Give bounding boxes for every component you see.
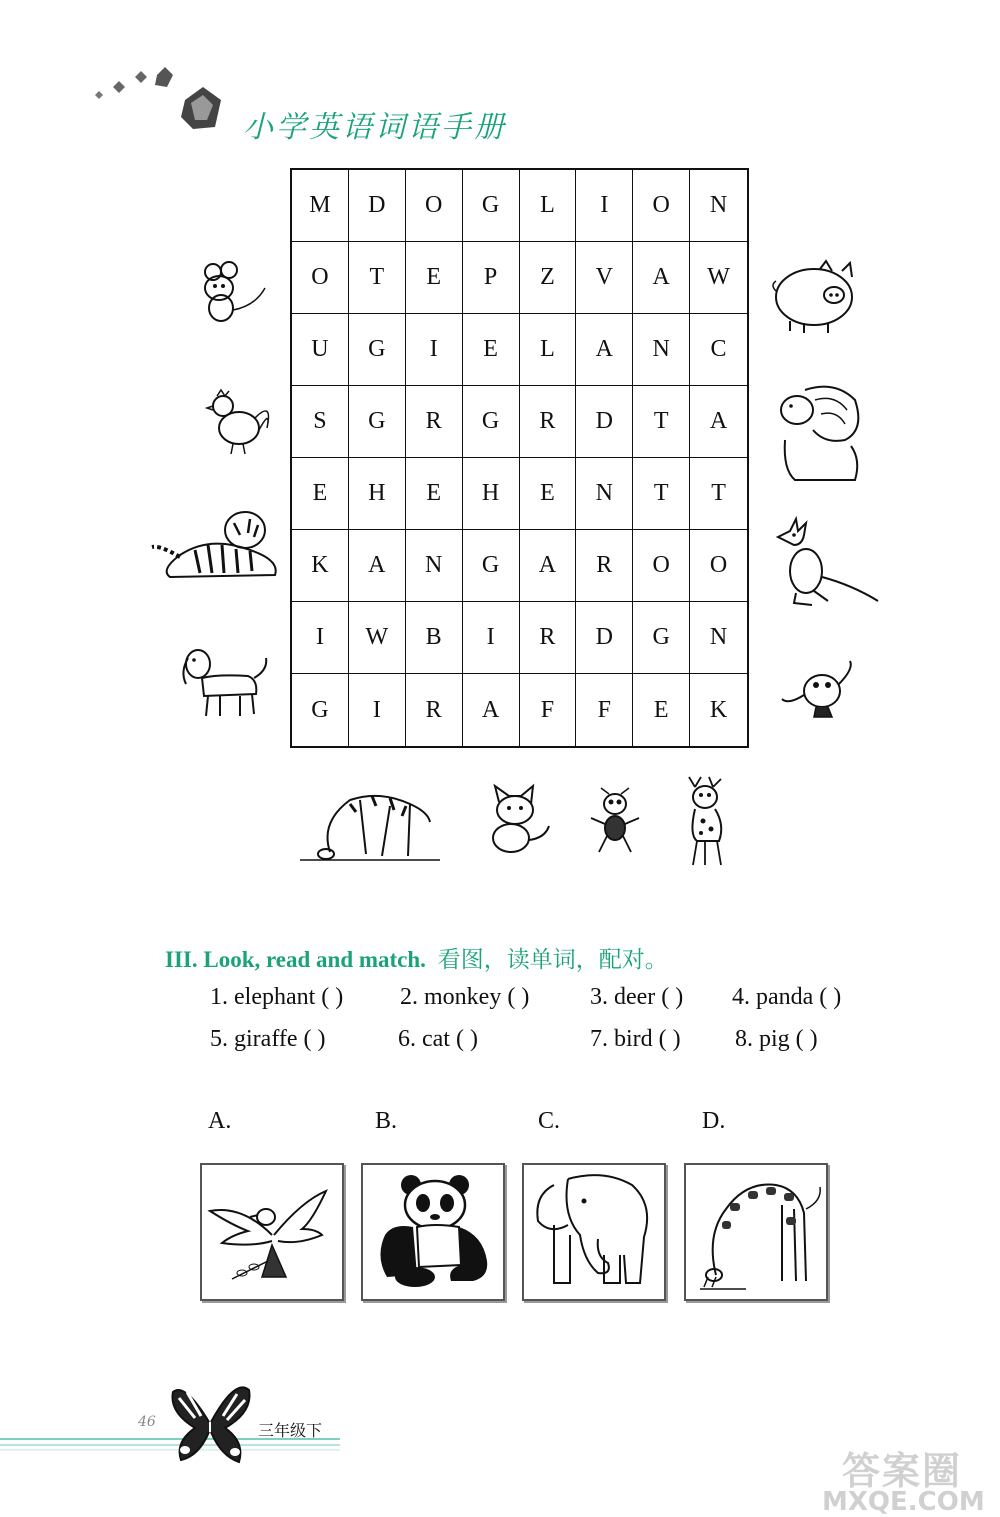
grid-cell: O — [690, 530, 747, 602]
grid-cell: A — [690, 386, 747, 458]
section-3-title — [165, 941, 668, 974]
grid-cell: G — [292, 674, 349, 746]
grid-cell: L — [520, 314, 577, 386]
grid-cell: R — [576, 530, 633, 602]
pig-icon — [770, 255, 865, 335]
rooster-icon — [205, 388, 280, 458]
match-item-4: 4. panda ( ) — [732, 984, 842, 1010]
grid-cell: D — [576, 386, 633, 458]
grid-cell: U — [292, 314, 349, 386]
lion-icon — [775, 380, 865, 485]
grid-cell: H — [463, 458, 520, 530]
grid-cell: A — [520, 530, 577, 602]
grid-cell: G — [349, 386, 406, 458]
grid-cell: G — [633, 602, 690, 674]
grid-cell: A — [463, 674, 520, 746]
grid-cell: N — [406, 530, 463, 602]
kangaroo-icon — [772, 515, 882, 610]
grid-cell: A — [633, 242, 690, 314]
grid-cell: W — [690, 242, 747, 314]
watermark-logo: 答案圈 — [842, 1449, 963, 1493]
grid-cell: K — [292, 530, 349, 602]
option-b-panda-picture — [361, 1163, 505, 1301]
grid-cell: T — [633, 458, 690, 530]
grid-cell: V — [576, 242, 633, 314]
section-title-en: Look, read and match. — [203, 947, 426, 972]
grid-cell: N — [633, 314, 690, 386]
section-number: III. — [165, 947, 198, 972]
match-item-5: 5. giraffe ( ) — [210, 1026, 326, 1052]
match-item-8: 8. pig ( ) — [735, 1026, 818, 1052]
match-item-3: 3. deer ( ) — [590, 984, 684, 1010]
grid-cell: D — [349, 170, 406, 242]
option-d-giraffe-picture — [684, 1163, 828, 1301]
page-title: 小学英语词语手册 — [243, 110, 507, 145]
panda-icon — [363, 1165, 503, 1299]
grid-cell: H — [349, 458, 406, 530]
word-search-grid — [290, 168, 749, 748]
option-label-b: B. — [375, 1108, 398, 1134]
option-label-c: C. — [538, 1108, 561, 1134]
grid-cell: E — [463, 314, 520, 386]
grid-cell: G — [463, 386, 520, 458]
tiger-icon — [150, 505, 285, 585]
grid-cell: O — [633, 530, 690, 602]
grid-cell: E — [406, 458, 463, 530]
grid-cell: F — [576, 674, 633, 746]
section-title-cn: 看图，读单词，配对。 — [437, 947, 668, 973]
match-item-7: 7. bird ( ) — [590, 1026, 681, 1052]
grid-cell: E — [633, 674, 690, 746]
grid-cell: I — [349, 674, 406, 746]
small-bird-icon — [778, 655, 866, 725]
page-number: 46 — [138, 1414, 156, 1430]
ant-icon — [585, 788, 645, 858]
deer-icon — [675, 775, 740, 870]
dove-icon — [202, 1165, 342, 1299]
option-a-bird-picture — [200, 1163, 344, 1301]
grade-label: 三年级下 — [258, 1421, 323, 1440]
grid-cell: F — [520, 674, 577, 746]
option-label-d: D. — [702, 1108, 726, 1134]
match-item-2: 2. monkey ( ) — [400, 984, 530, 1010]
stars-decoration — [85, 65, 235, 145]
grid-cell: T — [633, 386, 690, 458]
cat-icon — [475, 782, 555, 857]
grid-cell: I — [292, 602, 349, 674]
grid-cell: G — [463, 170, 520, 242]
grid-cell: K — [709, 696, 728, 723]
grid-cell: O — [406, 170, 463, 242]
grid-cell: B — [406, 602, 463, 674]
option-c-elephant-picture — [522, 1163, 666, 1301]
giraffe-spotted-icon — [686, 1165, 826, 1299]
grid-cell: A — [349, 530, 406, 602]
grid-cell: D — [576, 602, 633, 674]
butterfly-icon — [165, 1372, 255, 1467]
dog-icon — [178, 640, 273, 725]
grid-cell: Z — [520, 242, 577, 314]
grid-cell: O — [292, 242, 349, 314]
grid-cell: R — [520, 602, 577, 674]
grid-cell: R — [406, 674, 463, 746]
grid-cell: G — [463, 530, 520, 602]
mouse-icon — [195, 258, 275, 328]
grid-cell: I — [463, 602, 520, 674]
grid-cell: I — [406, 314, 463, 386]
grid-cell: W — [349, 602, 406, 674]
watermark-url: MXQE.COM — [822, 1487, 985, 1517]
grid-cell: N — [576, 458, 633, 530]
match-item-6: 6. cat ( ) — [398, 1026, 478, 1052]
grid-cell: T — [690, 458, 747, 530]
giraffe-icon — [290, 782, 440, 862]
grid-cell: S — [292, 386, 349, 458]
grid-cell: T — [349, 242, 406, 314]
option-label-a: A. — [208, 1108, 232, 1134]
elephant-icon — [524, 1165, 664, 1299]
grid-cell: N — [690, 602, 747, 674]
grid-cell: G — [349, 314, 406, 386]
grid-cell: P — [463, 242, 520, 314]
match-item-1: 1. elephant ( ) — [210, 984, 344, 1010]
grid-cell: R — [406, 386, 463, 458]
grid-cell: L — [520, 170, 577, 242]
grid-cell: N — [690, 170, 747, 242]
grid-cell: E — [292, 458, 349, 530]
grid-cell: A — [576, 314, 633, 386]
grid-cell: C — [690, 314, 747, 386]
grid-cell: E — [520, 458, 577, 530]
grid-cell: O — [633, 170, 690, 242]
grid-cell: R — [520, 386, 577, 458]
grid-cell: I — [576, 170, 633, 242]
grid-cell: M — [292, 170, 349, 242]
grid-cell: E — [406, 242, 463, 314]
